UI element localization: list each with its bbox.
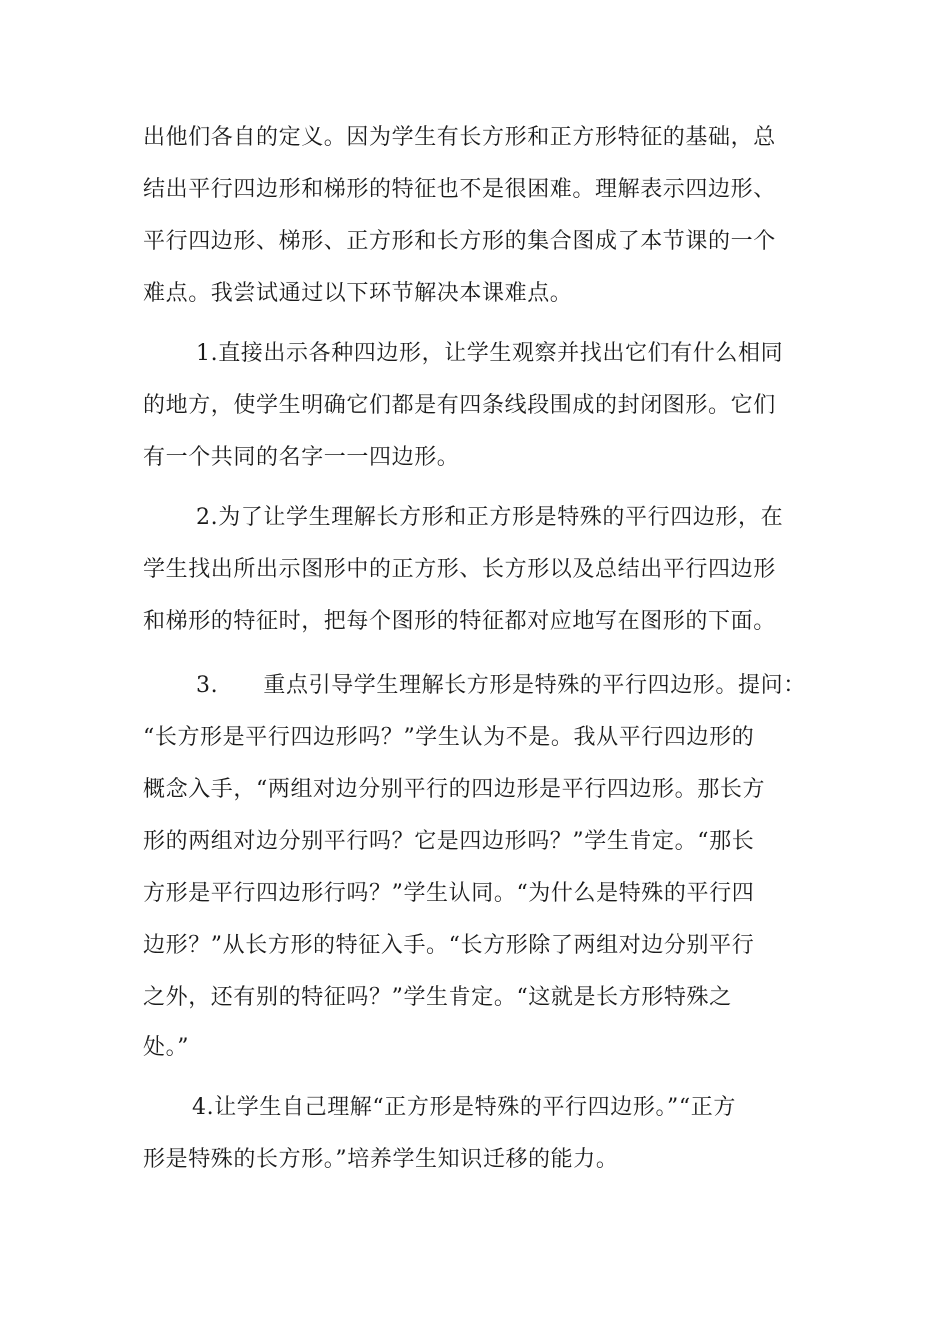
text-line: 方形是平行四边形行吗？”学生认同。“为什么是特殊的平行四: [143, 881, 755, 906]
text-line: 的地方，使学生明确它们都是有四条线段围成的封闭图形。它们: [143, 393, 776, 418]
text-line: 边形？”从长方形的特征入手。“长方形除了两组对边分别平行: [143, 933, 755, 958]
text-line: 4.让学生自己理解“正方形是特殊的平行四边形。”“正方: [192, 1095, 736, 1120]
text-line: 之外，还有别的特征吗？”学生肯定。“这就是长方形特殊之: [143, 985, 732, 1010]
text-line: 和梯形的特征时，把每个图形的特征都对应地写在图形的下面。: [143, 609, 776, 634]
text-line: 学生找出所出示图形中的正方形、长方形以及总结出平行四边形: [143, 557, 776, 582]
text-line: 2.为了让学生理解长方形和正方形是特殊的平行四边形，在: [196, 505, 784, 530]
text-line: 处。”: [143, 1035, 190, 1060]
text-line: 难点。我尝试通过以下环节解决本课难点。: [143, 281, 573, 306]
text-line: 结出平行四边形和梯形的特征也不是很困难。理解表示四边形、: [143, 177, 776, 202]
text-line: 3. 重点引导学生理解长方形是特殊的平行四边形。提问：: [196, 673, 806, 698]
text-line: 概念入手，“两组对边分别平行的四边形是平行四边形。那长方: [143, 777, 766, 802]
text-line: “长方形是平行四边形吗？”学生认为不是。我从平行四边形的: [143, 725, 755, 750]
text-line: 形是特殊的长方形。”培养学生知识迁移的能力。: [143, 1147, 619, 1172]
text-line: 有一个共同的名字一一四边形。: [143, 445, 460, 470]
text-line: 出他们各自的定义。因为学生有长方形和正方形特征的基础，总: [143, 125, 776, 150]
text-line: 形的两组对边分别平行吗？它是四边形吗？”学生肯定。“那长: [143, 829, 755, 854]
text-line: 平行四边形、梯形、正方形和长方形的集合图成了本节课的一个: [143, 229, 776, 254]
text-line: 1.直接出示各种四边形，让学生观察并找出它们有什么相同: [196, 341, 784, 366]
